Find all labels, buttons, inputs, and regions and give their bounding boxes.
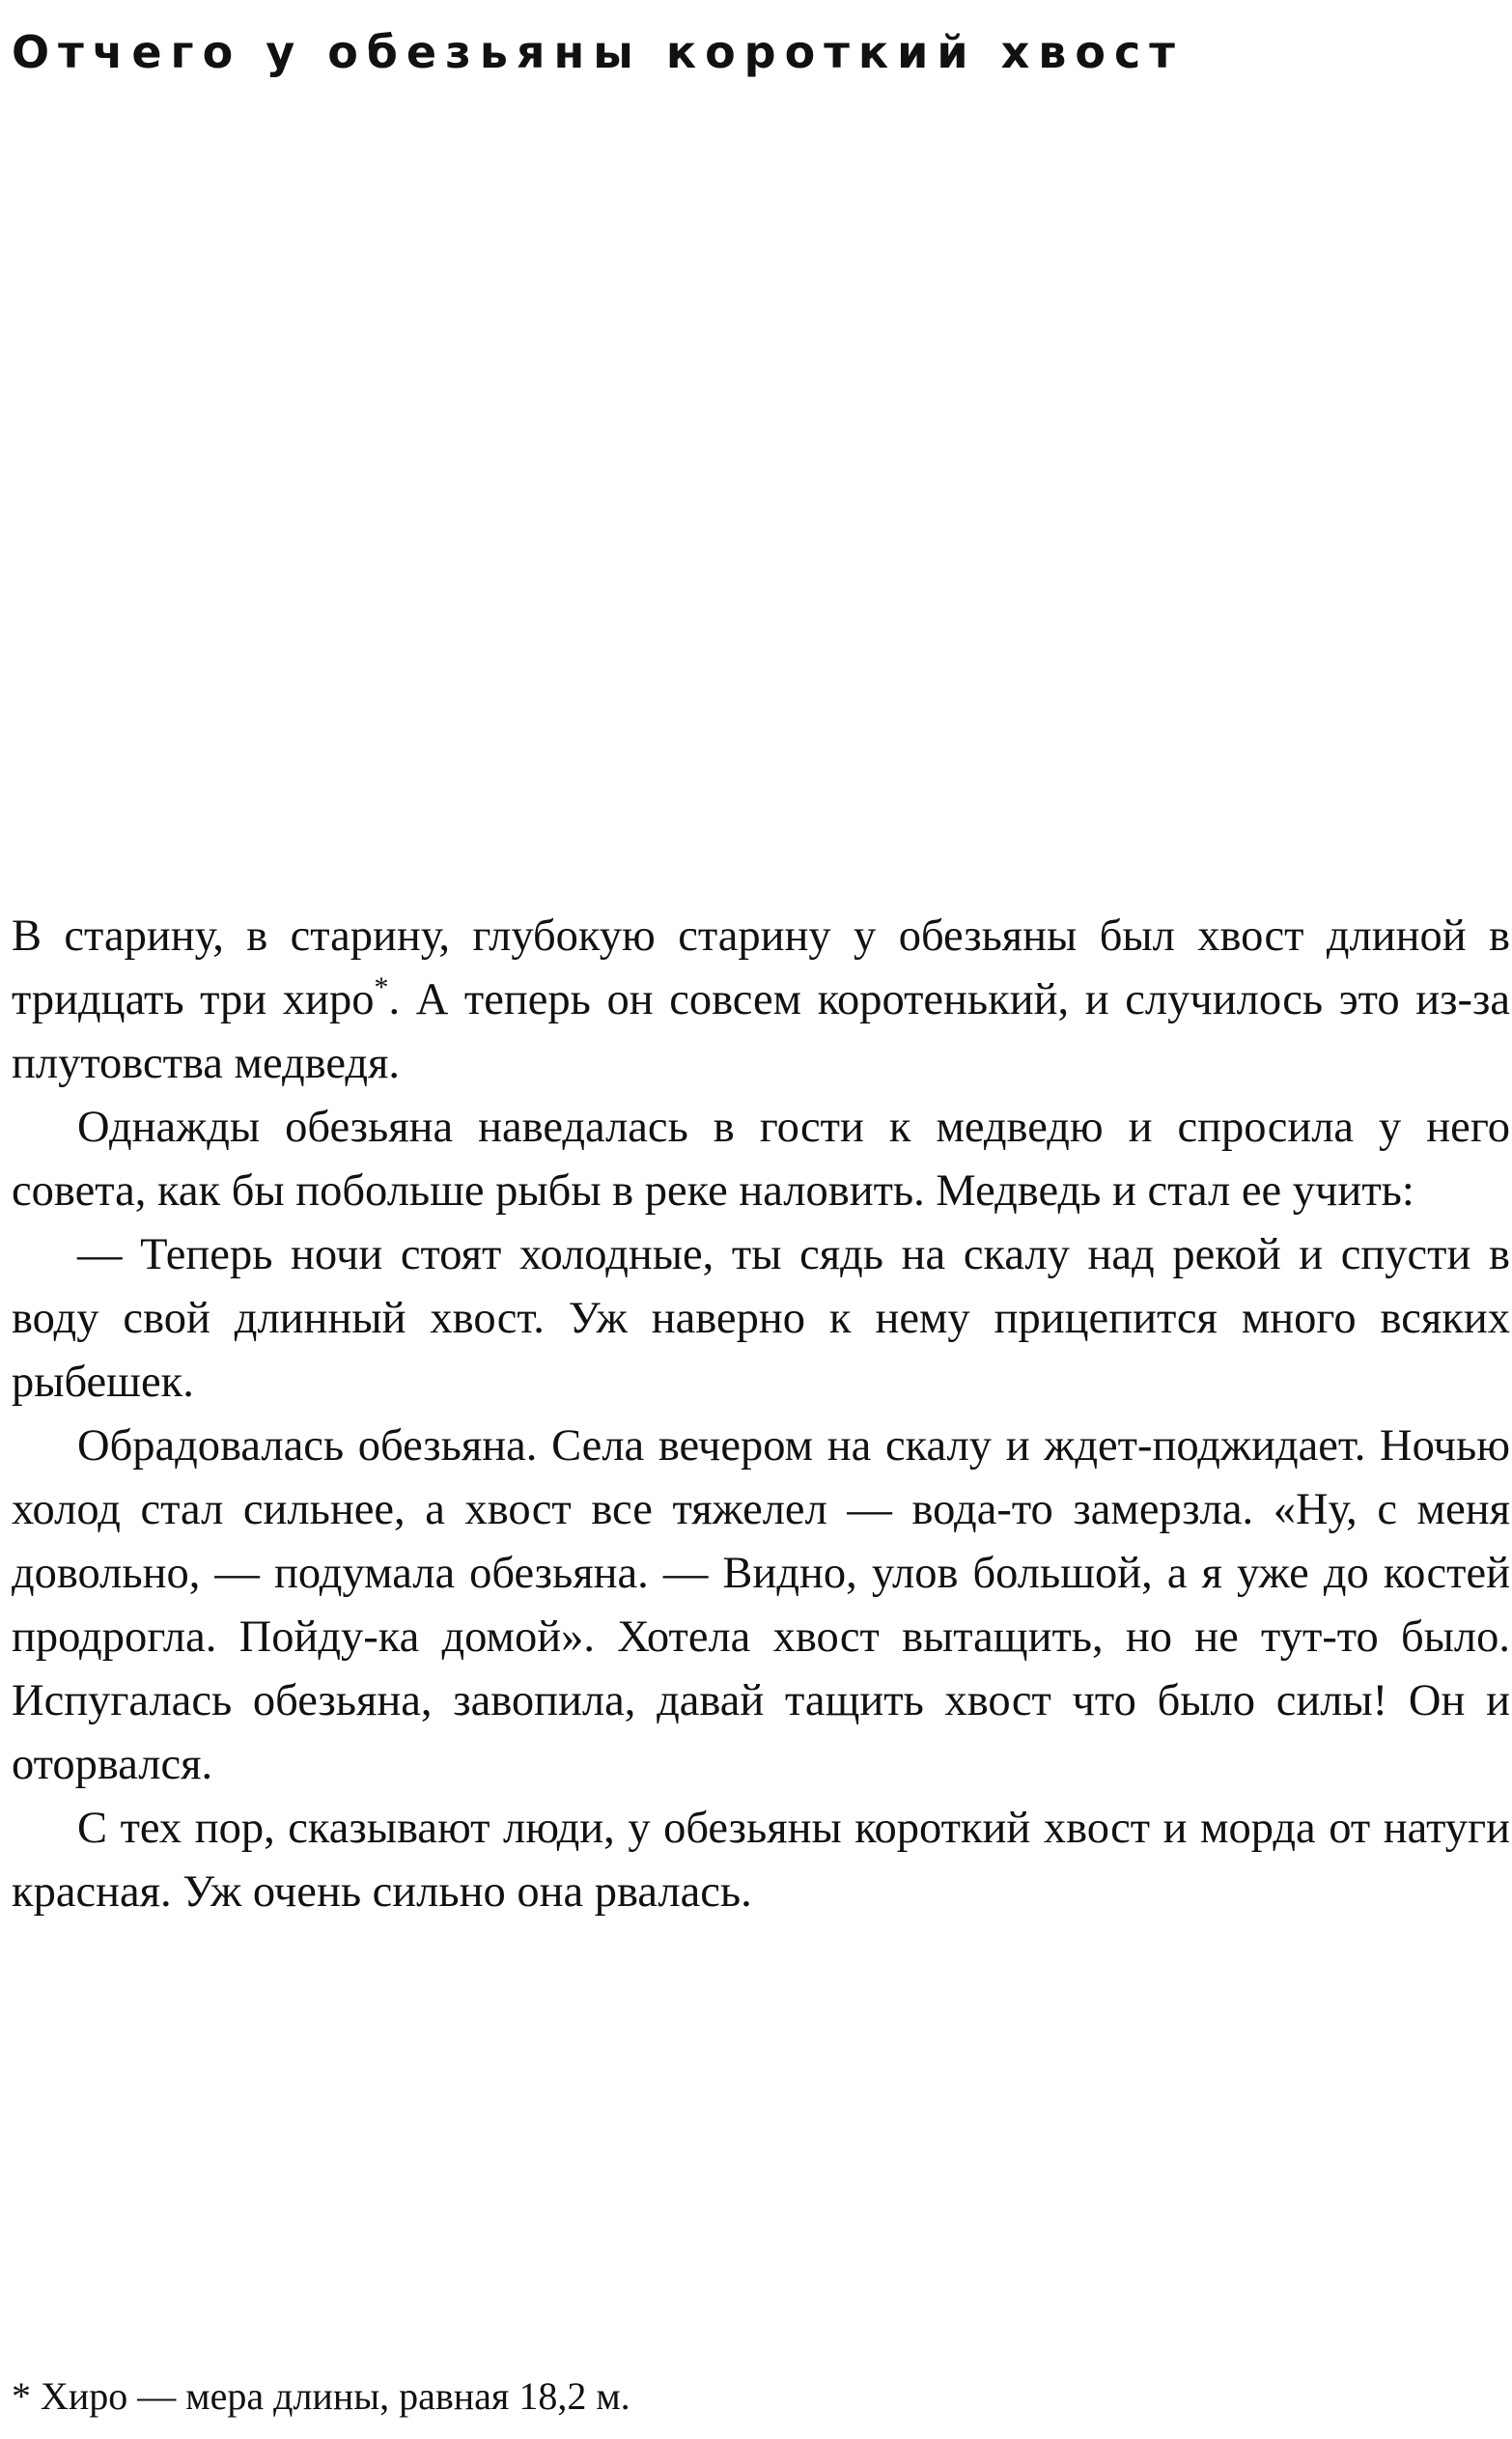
footnote-mark: * bbox=[12, 2374, 31, 2418]
paragraph-2: Однажды обезьяна наведалась в гости к медведю и спросила у него совета, как бы побольше рыбы в реке наловить. Медведь и стал ее учить: bbox=[12, 1103, 1510, 1216]
paragraph-1-text-end: . А теперь он совсем коротенький, и случилось это из-за плутовства медведя. bbox=[12, 975, 1510, 1088]
footnote bbox=[12, 2369, 630, 2424]
story-body bbox=[12, 905, 1510, 1924]
paragraph-1 bbox=[12, 905, 1510, 1096]
paragraph-3-dialogue: — Теперь ночи стоят холодные, ты сядь на скалу над рекой и спусти в воду свой длинный хвост. Уж наверно к нему прицепится много всяких рыбешек. bbox=[12, 1230, 1510, 1407]
footnote-text: Хиро — мера длины, равная 18,2 м. bbox=[31, 2374, 630, 2418]
paragraph-4: Обрадовалась обезьяна. Села вечером на скалу и ждет-поджидает. Ночью холод стал сильнее, а хвост все тяжелел — вода-то замерзла. «Ну, с меня довольно, — подумала обезьяна. — Видно, улов большой, а я уже до костей продрогла. Пойду-ка домой». Хотела хвост вытащить, но не тут-то было. Испугалась обезьяна, завопила, давай тащить хвост что было силы! Он и оторвался. bbox=[12, 1421, 1510, 1789]
story-title: Отчего у обезьяны короткий хвост bbox=[12, 26, 1184, 78]
paragraph-1-text-start: В старину, в старину, глубокую старину у обезьяны был хвост длиной в тридцать три хиро bbox=[12, 911, 1510, 1024]
paragraph-5: С тех пор, сказывают люди, у обезьяны короткий хвост и морда от натуги красная. Уж очень сильно она рвалась. bbox=[12, 1804, 1510, 1917]
footnote-reference-mark: * bbox=[374, 971, 389, 1003]
